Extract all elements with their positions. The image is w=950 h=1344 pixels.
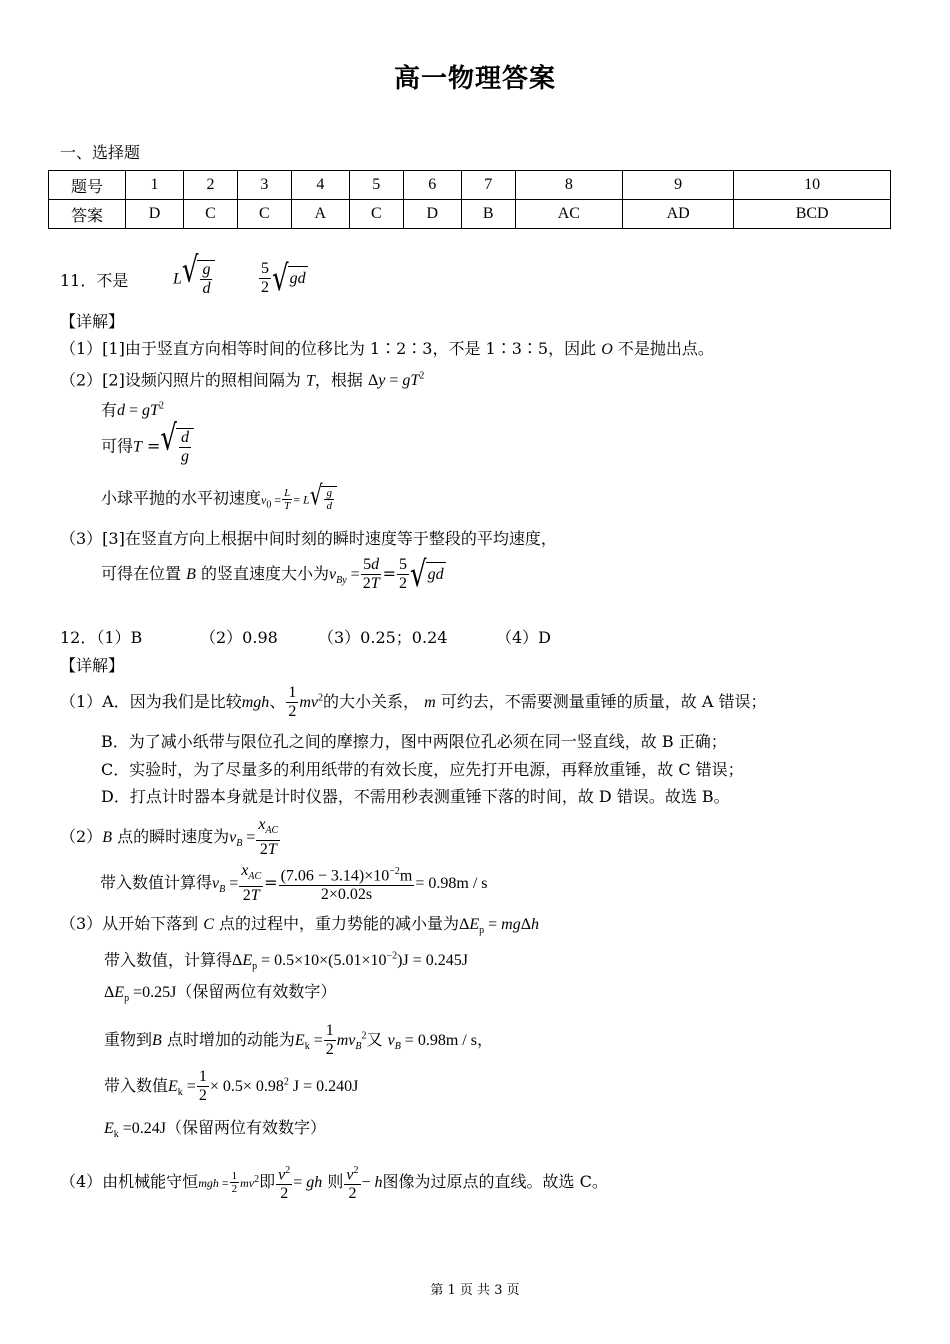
- q11-p2: （2）[2]设频闪照片的照相间隔为 T，根据 $\Delta y = gT^2$: [60, 370, 425, 390]
- table-cell: 答案: [49, 200, 126, 229]
- table-cell: C: [237, 200, 291, 229]
- table-row-numbers: [49, 171, 891, 200]
- detail-heading: 【详解】: [60, 656, 125, 675]
- detail-heading: 【详解】: [60, 312, 125, 331]
- q11-p3: （3）[3]在竖直方向上根据中间时刻的瞬时速度等于整段的平均速度，: [60, 529, 557, 548]
- table-cell: BCD: [734, 200, 891, 229]
- q11-p2a: 有$d = gT^2$: [101, 400, 164, 420]
- q12-l4: D．打点计时器本身就是计时仪器，不需用秒表测重锤下落的时间，故 D 错误。故选 B。: [101, 787, 730, 806]
- page-title: 高一物理答案: [393, 64, 556, 94]
- q12-p3-ek: 重物到B 点时增加的动能为$E_k$ = $\frac{1}{2}$ $mv_B^2$又 $v_B = 0.98m / s$，: [104, 1022, 493, 1058]
- table-cell: 1: [126, 171, 184, 200]
- q11-label: 11．不是: [60, 271, 129, 290]
- q11-p2b: 可得T = √ $\frac{d}{g}$: [101, 428, 194, 466]
- q12-p4: （4）由机械能守恒mgh = $\frac{1}{2}$ $mv^2$即 $\frac{v^2}{2}$ = gh 则 $\frac{v^2}{2}$ − h图像为过原点的直线。故选 C。: [60, 1162, 608, 1203]
- q11-formula-2: $\frac{5}{2}$ √ gd: [261, 258, 306, 299]
- table-cell: 3: [237, 171, 291, 200]
- q12-l2: B．为了减小纸带与限位孔之间的摩擦力，图中两限位孔必须在同一竖直线，故 B 正确；: [101, 732, 727, 751]
- table-cell: D: [126, 200, 184, 229]
- table-cell: 4: [291, 171, 349, 200]
- table-cell: AC: [515, 200, 622, 229]
- q11-p2c: 小球平抛的水平初速度$v_0$ = $\frac{L}{T}$ = L √ $\frac{g}{d}$: [101, 486, 337, 515]
- q11-formula-1: L √ $\frac{g}{d}$: [173, 260, 215, 298]
- table-cell: 5: [349, 171, 403, 200]
- table-cell: 7: [461, 171, 515, 200]
- q11-p1: （1）[1]由于竖直方向相等时间的位移比为 1∶2∶3，不是 1∶3∶5，因此 O 不是抛出点。: [60, 339, 714, 358]
- section-heading: 一、选择题: [60, 143, 141, 162]
- table-cell: 10: [734, 171, 891, 200]
- table-cell: 6: [403, 171, 461, 200]
- table-cell: C: [184, 200, 238, 229]
- q11-p3a: 可得在位置 B 的竖直速度大小为$v_{By}$ = $\frac{5d}{2T}$ = $\frac{5}{2}$ √ gd: [101, 554, 444, 595]
- q12-p3-ek-calc: 带入数值$E_k$ = $\frac{1}{2}$ × $0.5\times 0.98^2$ J = 0.240J: [104, 1068, 359, 1104]
- q12-a3: （3）0.25；0.24: [318, 628, 448, 647]
- q12-p3-result: $\Delta E_p =0.25J$（保留两位有效数字）: [104, 982, 337, 1005]
- q12-l3: C．实验时，为了尽量多的利用纸带的有效长度，应先打开电源，再释放重锤，故 C 错误；: [101, 760, 744, 779]
- table-cell: AD: [622, 200, 733, 229]
- table-row-answers: [49, 200, 891, 229]
- q12-p3-ek-result: $E_k =0.24J$（保留两位有效数字）: [104, 1118, 327, 1141]
- answer-table: [48, 170, 891, 229]
- table-cell: 2: [184, 171, 238, 200]
- table-cell: 8: [515, 171, 622, 200]
- table-cell: D: [403, 200, 461, 229]
- q12-a4: （4）D: [496, 628, 552, 647]
- q12-a1: 12．（1）B: [60, 628, 143, 647]
- table-cell: 9: [622, 171, 733, 200]
- q12-a2: （2）0.98: [200, 628, 278, 647]
- table-cell: A: [291, 200, 349, 229]
- table-cell: C: [349, 200, 403, 229]
- q12-p2-calc: 带入数值计算得$v_B$ = $\frac{x_{AC}}{2T}$ = $\frac{(7.06 - 3.14)\times 10^{-2}m}{2\times 0.02s}$ = 0.98m / s: [100, 862, 488, 905]
- table-cell: B: [461, 200, 515, 229]
- table-cell: 题号: [49, 171, 126, 200]
- q12-l1: （1）A．因为我们是比较mgh、 $\frac{1}{2}$ $mv^2$的大小关系， m 可约去，不需要测量重锤的质量，故 A 错误；: [60, 684, 767, 720]
- q12-p2: （2）B 点的瞬时速度为$v_B$ = $\frac{x_{AC}}{2T}$: [60, 816, 279, 859]
- q12-p3-calc: 带入数值，计算得$\Delta E_p = 0.5\times 10\times(5.01\times 10^{-2})J = 0.245J$: [104, 950, 468, 973]
- page-footer: 第 1 页 共 3 页: [430, 1283, 520, 1298]
- q12-p3: （3）从开始下落到 C 点的过程中，重力势能的减小量为$\Delta E_p = mg\Delta h$: [60, 914, 540, 937]
